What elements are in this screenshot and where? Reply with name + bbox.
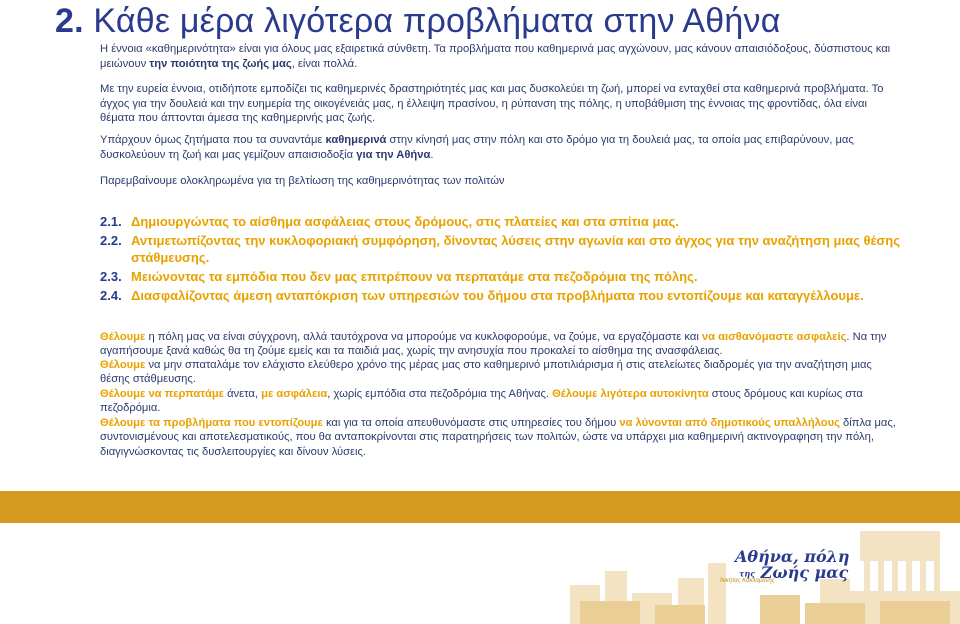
goal-number: 2.1.	[100, 214, 122, 229]
wants-highlight: Θέλουμε να περπατάμε	[100, 388, 224, 400]
wants-highlight: Θέλουμε τα προβλήματα που εντοπίζουμε	[100, 417, 323, 429]
intro-bold: την ποιότητα της ζωής μας	[149, 57, 292, 70]
goal-item	[100, 268, 900, 286]
goal-item	[100, 287, 900, 305]
wants-paragraph-4	[100, 416, 900, 459]
goal-number: 2.4.	[100, 288, 122, 303]
goal-text: Αντιμετωπίζοντας την κυκλοφοριακή συμφόρηση, δίνοντας λύσεις στην αγωνία και στο άγχος για την αναζήτηση μιας θέσης στάθμευσης.	[131, 232, 900, 265]
wants-highlight: Θέλουμε λιγότερα αυτοκίνητα	[552, 388, 709, 400]
intro-paragraph	[100, 42, 900, 71]
logo-line-1: Αθήνα, πόλη	[735, 547, 850, 566]
intro-text: Η έννοια «καθημερινότητα» είναι για όλους μας εξαιρετικά σύνθετη. Τα προβλήματα που καθημερινά μας αγχώνουν, μας κάνουν απαισιόδοξους, δύσπιστους και μειώνουν	[100, 43, 891, 70]
wants-text: . Να την αγαπήσουμε ξανά καθώς θα τη ζούμε εμείς και τα παιδιά μας, χωρίς την ανησυχία που προκαλεί το αίσθημα της ανασφάλειας.	[100, 331, 887, 358]
wants-text: να μην σπαταλάμε τον ελάχιστο ελεύθερο χρόνο της μέρας μας στο καθημερινό μποτιλιάρισμα ή στις ατελείωτες διαδρομές για την αναζήτηση μιας θέσης στάθμευσης.	[100, 359, 872, 386]
wants-text: στους δρόμους και κυρίως στα πεζοδρόμια.	[100, 388, 863, 415]
candidate-signature: Νικήτας Κακλαμάνης	[720, 578, 775, 584]
page-title	[55, 2, 781, 41]
section-number: 2.	[55, 2, 84, 40]
wants-paragraph-1	[100, 330, 900, 359]
wants-highlight: με ασφάλεια	[261, 388, 328, 400]
goal-item	[100, 232, 900, 267]
wants-text: και για τα οποία απευθυνόμαστε στις υπηρεσίες του δήμου	[322, 417, 620, 429]
definition-sentence-1: Με την ευρεία έννοια, οτιδήποτε εμποδίζει τις καθημερινές δραστηριότητές μας και μας δυσκολεύει τη ζωή, μπορεί να ενταχθεί στα καθημερινά προβλήματα.	[100, 83, 869, 95]
intro-text-end: , είναι πολλά.	[291, 57, 358, 70]
goal-number: 2.3.	[100, 268, 122, 284]
specific-text: Υπάρχουν όμως ζητήματα που τα συναντάμε	[100, 134, 326, 146]
goal-text: Διασφαλίζοντας άμεση ανταπόκριση των υπηρεσιών του δήμου στα προβλήματα που εντοπίζουμε και καταγγέλλουμε.	[131, 288, 864, 303]
footer-band	[0, 491, 960, 523]
wants-text: , χωρίς εμπόδια στα πεζοδρόμια της Αθήνας.	[327, 388, 553, 400]
definition-sentence-2: Το άγχος για την δουλειά και την ευημερία της οικογένειάς μας, η έλλειψη πρασίνου, η ρύπανση της πόλης, η υποβάθμιση της έννοιας της φροντίδας, όλα είναι θέματα που άπτονται άμεσα της καθημερινής μας ζωής.	[100, 83, 884, 124]
wants-text: δίπλα μας, συντονισμένους και αποτελεσματικούς, που θα ανταποκρίνονται στις παρατηρήσεις των πολιτών, ώστε να υπάρχει μια καθημερινή ακτινογραφηση την πόλη, διαγιγνώσκοντας τις δυσλειτουργίες και δίνουν λύσεις.	[100, 417, 896, 458]
specific-bold-2: για την Αθήνα	[356, 148, 431, 161]
logo-small-word: της	[739, 568, 756, 579]
goal-item	[100, 213, 900, 231]
logo-line-2-text: Ζωής μας	[760, 563, 849, 582]
goal-text: Μειώνοντας τα εμπόδια που δεν μας επιτρέπουν να περπατάμε στα πεζοδρόμια της πόλης.	[131, 268, 698, 284]
specific-issues-paragraph	[100, 133, 900, 162]
wants-text: η πόλη μας να είναι σύγχρονη, αλλά ταυτόχρονα να μπορούμε να κυκλοφορούμε, να ζούμε, να εργαζόμαστε και	[145, 331, 702, 343]
definition-paragraph	[100, 82, 900, 126]
wants-text: άνετα,	[223, 388, 262, 400]
specific-bold-1: καθημερινά	[325, 134, 387, 146]
section-title: Κάθε μέρα λιγότερα προβλήματα στην Αθήνα	[93, 2, 781, 40]
wants-paragraph-2	[100, 358, 900, 387]
goals-list	[100, 213, 900, 305]
wants-paragraph-3	[100, 387, 900, 416]
intervention-paragraph: Παρεμβαίνουμε ολοκληρωμένα για τη βελτίωση της καθημερινότητας των πολιτών	[100, 175, 505, 187]
goal-text: Δημιουργώντας το αίσθημα ασφάλειας στους δρόμους, στις πλατείες και στα σπίτια μας.	[131, 214, 679, 229]
wants-highlight: Θέλουμε	[100, 331, 146, 343]
specific-text-3: .	[430, 148, 434, 161]
specific-text-2: στην κίνησή μας στην πόλη και στο δρόμο για τη δουλειά μας, τα οποία μας επιβαρύνουν, μας δυσκολεύουν τη ζωή και μας γεμίζουν απαισιοδοξία	[100, 134, 854, 161]
wants-highlight: Θέλουμε	[100, 359, 146, 371]
goal-number: 2.2.	[100, 232, 122, 248]
wants-highlight: να λύνονται από δημοτικούς υπαλλήλους	[619, 417, 840, 429]
wants-highlight: να αισθανόμαστε ασφαλείς	[701, 331, 847, 343]
